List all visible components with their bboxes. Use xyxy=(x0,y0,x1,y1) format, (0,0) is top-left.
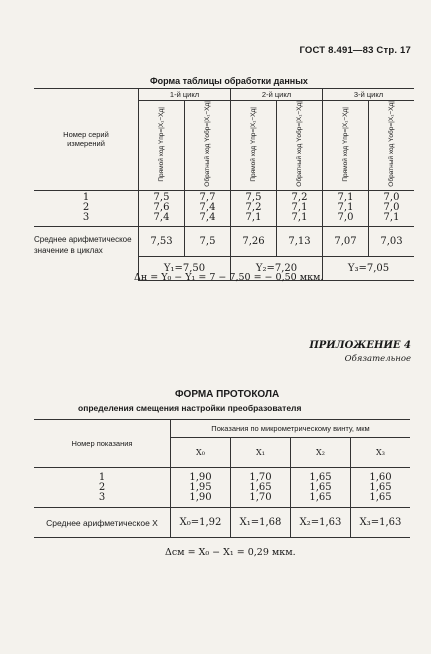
mean-value: X₂=1,63 xyxy=(291,508,351,538)
rowhead-cell xyxy=(34,89,139,191)
value: 1,60 xyxy=(369,471,392,483)
mean-value: 7,03 xyxy=(369,226,415,256)
value: 7,1 xyxy=(337,192,354,204)
subhead-label: Обратный ход Yобр=|X₁−Xд| xyxy=(295,101,303,187)
colgroup-header: Показания по микрометрическому винту, мкм xyxy=(171,420,411,438)
subhead-label: Обратный ход Yобр=|X₁−Xд| xyxy=(387,101,395,187)
mean-value: 7,53 xyxy=(139,226,185,256)
value-cell xyxy=(351,468,411,508)
mean-value: 7,26 xyxy=(231,226,277,256)
rowhead-label: Номер показания xyxy=(34,420,171,468)
value: 7,5 xyxy=(153,192,170,204)
subhead-cell xyxy=(369,101,415,191)
subhead-label: Прямой ход Yпр=|X₁−Xд| xyxy=(157,106,165,182)
appendix-subtitle: Обязательное xyxy=(344,354,411,364)
value-cell xyxy=(323,190,369,226)
subhead-cell xyxy=(323,101,369,191)
row-num-cell xyxy=(34,468,171,508)
mean-value: 7,13 xyxy=(277,226,323,256)
value: 1,65 xyxy=(309,481,332,493)
value-cell xyxy=(277,190,323,226)
value: 7,4 xyxy=(199,202,216,214)
value-cell xyxy=(171,468,231,508)
mean-row xyxy=(34,226,414,256)
value: 7,0 xyxy=(383,192,400,204)
mean-value: X₀=1,92 xyxy=(171,508,231,538)
subhead-cell xyxy=(185,101,231,191)
value: 1,65 xyxy=(249,481,272,493)
processing-table xyxy=(34,88,414,281)
subhead-label: Прямой ход Yпр=|X₁−Xд| xyxy=(249,106,257,182)
mean-value: 7,07 xyxy=(323,226,369,256)
value: 7,2 xyxy=(245,202,262,214)
subhead-cell xyxy=(139,101,185,191)
rowhead-label: Номер серий измерений xyxy=(63,130,109,149)
cycle-mean: Y₃=7,05 xyxy=(323,256,415,280)
table-row xyxy=(34,468,410,508)
value: 1,65 xyxy=(369,491,392,503)
formula-1: Δн = Y₀ − Y₁ = 7 − 7,50 = − 0,50 мкм. xyxy=(134,272,324,283)
value-cell xyxy=(291,468,351,508)
value: 1,70 xyxy=(249,471,272,483)
cycle-mean: Y₁=7,50 xyxy=(139,256,231,280)
cycle-mean: Y₂=7,20 xyxy=(231,256,323,280)
table1-title: Форма таблицы обработки данных xyxy=(150,76,308,86)
cycle-2-header: 2-й цикл xyxy=(231,89,323,101)
value: 1,95 xyxy=(189,481,212,493)
value: 7,0 xyxy=(337,212,354,224)
value: 7,1 xyxy=(337,202,354,214)
value: 7,4 xyxy=(153,212,170,224)
series-num: 2 xyxy=(82,202,90,214)
subhead-label: Обратный ход Yобр=|X₁−Xд| xyxy=(203,101,211,187)
value: 1,65 xyxy=(369,481,392,493)
value: 7,1 xyxy=(291,202,308,214)
value: 7,0 xyxy=(383,202,400,214)
cycle-1-header: 1-й цикл xyxy=(139,89,231,101)
value: 7,7 xyxy=(199,192,216,204)
mean-label: Среднее арифметическое X xyxy=(34,508,171,538)
value: 7,6 xyxy=(153,202,170,214)
col-header: X₀ xyxy=(171,438,231,468)
cycle-3-header: 3-й цикл xyxy=(323,89,415,101)
protocol-subtitle: определения смещения настройки преобразователя xyxy=(78,403,302,413)
value: 7,1 xyxy=(245,212,262,224)
mean-value: X₃=1,63 xyxy=(351,508,411,538)
value: 7,1 xyxy=(291,212,308,224)
value-cell xyxy=(185,190,231,226)
mean-value: X₁=1,68 xyxy=(231,508,291,538)
value-cell xyxy=(231,468,291,508)
value: 1,70 xyxy=(249,491,272,503)
series-num: 1 xyxy=(82,192,90,204)
series-num: 3 xyxy=(82,212,90,224)
value: 7,4 xyxy=(199,212,216,224)
mean-label: Среднее арифметическое значение в циклах xyxy=(34,234,132,255)
value: 1,90 xyxy=(189,471,212,483)
value: 1,65 xyxy=(309,491,332,503)
series-cell xyxy=(34,190,139,226)
mean-value: 7,5 xyxy=(185,226,231,256)
subhead-cell xyxy=(277,101,323,191)
subhead-cell xyxy=(231,101,277,191)
row-num: 3 xyxy=(98,491,106,503)
value-cell xyxy=(139,190,185,226)
value-cell xyxy=(369,190,415,226)
value: 1,90 xyxy=(189,491,212,503)
table-row xyxy=(34,190,414,226)
value: 7,2 xyxy=(291,192,308,204)
protocol-table xyxy=(34,419,410,538)
protocol-title: ФОРМА ПРОТОКОЛА xyxy=(175,389,280,400)
subhead-label: Прямой ход Yпр=|X₁−Xд| xyxy=(341,106,349,182)
col-header: X₃ xyxy=(351,438,411,468)
col-header: X₁ xyxy=(231,438,291,468)
value: 7,5 xyxy=(245,192,262,204)
appendix-title: ПРИЛОЖЕНИЕ 4 xyxy=(309,340,411,351)
formula-2: Δсм = X₀ − X₁ = 0,29 мкм. xyxy=(165,547,296,558)
value: 1,65 xyxy=(309,471,332,483)
value: 7,1 xyxy=(383,212,400,224)
page-header: ГОСТ 8.491—83 Стр. 17 xyxy=(299,45,411,56)
row-num: 2 xyxy=(98,481,106,493)
row-num: 1 xyxy=(98,471,106,483)
col-header: X₂ xyxy=(291,438,351,468)
mean-row xyxy=(34,508,410,538)
value-cell xyxy=(231,190,277,226)
